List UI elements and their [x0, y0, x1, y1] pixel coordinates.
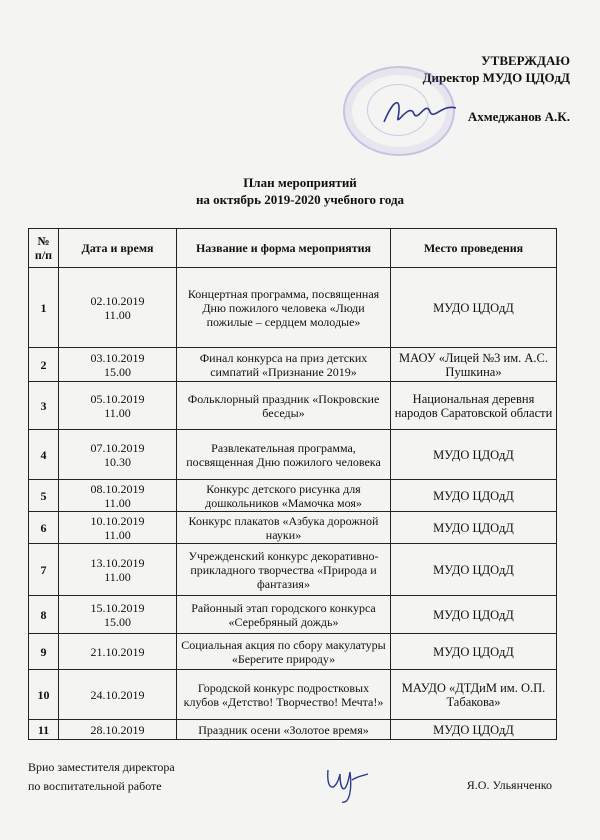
- row-time-value: 15.00: [104, 364, 131, 379]
- row-number: 5: [29, 480, 59, 512]
- row-place: МУДО ЦДОдД: [391, 430, 557, 480]
- table-row: [29, 596, 557, 634]
- row-date: [59, 596, 177, 634]
- row-time-value: 15.00: [104, 614, 131, 629]
- row-event: Учрежденский конкурс декоративно-прикладного творчества «Природа и фантазия»: [177, 544, 391, 596]
- header-number: № п/п: [29, 229, 59, 268]
- row-event: Районный этап городского конкурса «Серебряный дождь»: [177, 596, 391, 634]
- row-date-value: 13.10.2019: [90, 555, 145, 570]
- row-event: Развлекательная программа, посвященная Дню пожилого человека: [177, 430, 391, 480]
- approval-name: Ахмеджанов А.К.: [467, 109, 570, 124]
- events-table: [28, 228, 557, 740]
- row-event: Городской конкурс подростковых клубов «Детство! Творчество! Мечта!»: [177, 670, 391, 720]
- title-line-1: План мероприятий: [243, 175, 357, 190]
- row-date: [59, 512, 177, 544]
- deputy-position-line-2: по воспитательной работе: [28, 779, 162, 793]
- row-date: [59, 430, 177, 480]
- approval-position: Директор МУДО ЦДОдД: [422, 70, 570, 85]
- row-place: МУДО ЦДОдД: [391, 512, 557, 544]
- row-place: МУДО ЦДОдД: [391, 544, 557, 596]
- table-row: [29, 720, 557, 740]
- row-number: 3: [29, 382, 59, 430]
- row-event: Конкурс детского рисунка для дошкольников «Мамочка моя»: [177, 480, 391, 512]
- row-place: МУДО ЦДОдД: [391, 634, 557, 670]
- row-event: Конкурс плакатов «Азбука дорожной науки»: [177, 512, 391, 544]
- deputy-position: [28, 758, 175, 796]
- row-time-value: 11.00: [104, 569, 131, 584]
- director-signature: [380, 92, 460, 132]
- table-row: [29, 382, 557, 430]
- table-row: [29, 480, 557, 512]
- row-time-value: 11.00: [104, 495, 131, 510]
- row-event: Социальная акция по сбору макулатуры «Берегите природу»: [177, 634, 391, 670]
- row-date: [59, 720, 177, 740]
- row-date-value: 10.10.2019: [90, 513, 145, 528]
- approval-label: УТВЕРЖДАЮ: [481, 53, 570, 68]
- table-row: [29, 634, 557, 670]
- row-number: 11: [29, 720, 59, 740]
- row-date-value: 08.10.2019: [90, 481, 145, 496]
- row-number: 8: [29, 596, 59, 634]
- row-date: [59, 382, 177, 430]
- row-number: 6: [29, 512, 59, 544]
- row-time-value: 11.00: [104, 527, 131, 542]
- table-row: [29, 670, 557, 720]
- row-number: 2: [29, 348, 59, 382]
- deputy-position-line-1: Врио заместителя директора: [28, 760, 175, 774]
- table-row: [29, 430, 557, 480]
- row-event: Концертная программа, посвященная Дню пожилого человека «Люди пожилые – сердцем молодые»: [177, 268, 391, 348]
- row-date-value: 24.10.2019: [90, 687, 145, 702]
- row-date: [59, 480, 177, 512]
- table-header-row: [29, 229, 557, 268]
- deputy-signature: [322, 762, 372, 806]
- header-place: Место проведения: [391, 229, 557, 268]
- row-number: 4: [29, 430, 59, 480]
- row-date-value: 15.10.2019: [90, 600, 145, 615]
- row-date-value: 03.10.2019: [90, 350, 145, 365]
- row-place: Национальная деревня народов Саратовской области: [391, 382, 557, 430]
- row-number: 1: [29, 268, 59, 348]
- row-place: МАОУ «Лицей №3 им. А.С. Пушкина»: [391, 348, 557, 382]
- row-date: [59, 670, 177, 720]
- row-place: МУДО ЦДОдД: [391, 720, 557, 740]
- row-date: [59, 634, 177, 670]
- row-place: МУДО ЦДОдД: [391, 268, 557, 348]
- title-line-2: на октябрь 2019-2020 учебного года: [195, 192, 405, 207]
- row-number: 10: [29, 670, 59, 720]
- document-title: [0, 174, 600, 208]
- row-date-value: 28.10.2019: [90, 722, 145, 737]
- deputy-name: Я.О. Ульянченко: [466, 778, 552, 792]
- table-row: [29, 268, 557, 348]
- row-time-value: 11.00: [104, 405, 131, 420]
- header-event: Название и форма мероприятия: [177, 229, 391, 268]
- row-date-value: 05.10.2019: [90, 391, 145, 406]
- row-date: [59, 348, 177, 382]
- row-time-value: 11.00: [104, 307, 131, 322]
- row-date-value: 21.10.2019: [90, 644, 145, 659]
- header-date: Дата и время: [59, 229, 177, 268]
- row-date-value: 02.10.2019: [90, 293, 145, 308]
- table-row: [29, 512, 557, 544]
- row-place: МУДО ЦДОдД: [391, 596, 557, 634]
- row-event: Фольклорный праздник «Покровские беседы»: [177, 382, 391, 430]
- table-row: [29, 348, 557, 382]
- row-time-value: 10.30: [104, 454, 131, 469]
- row-place: МУДО ЦДОдД: [391, 480, 557, 512]
- row-number: 7: [29, 544, 59, 596]
- row-number: 9: [29, 634, 59, 670]
- row-place: МАУДО «ДТДиМ им. О.П. Табакова»: [391, 670, 557, 720]
- row-date: [59, 544, 177, 596]
- row-event: Финал конкурса на приз детских симпатий «Признание 2019»: [177, 348, 391, 382]
- row-date-value: 07.10.2019: [90, 440, 145, 455]
- row-event: Праздник осени «Золотое время»: [177, 720, 391, 740]
- row-date: [59, 268, 177, 348]
- table-row: [29, 544, 557, 596]
